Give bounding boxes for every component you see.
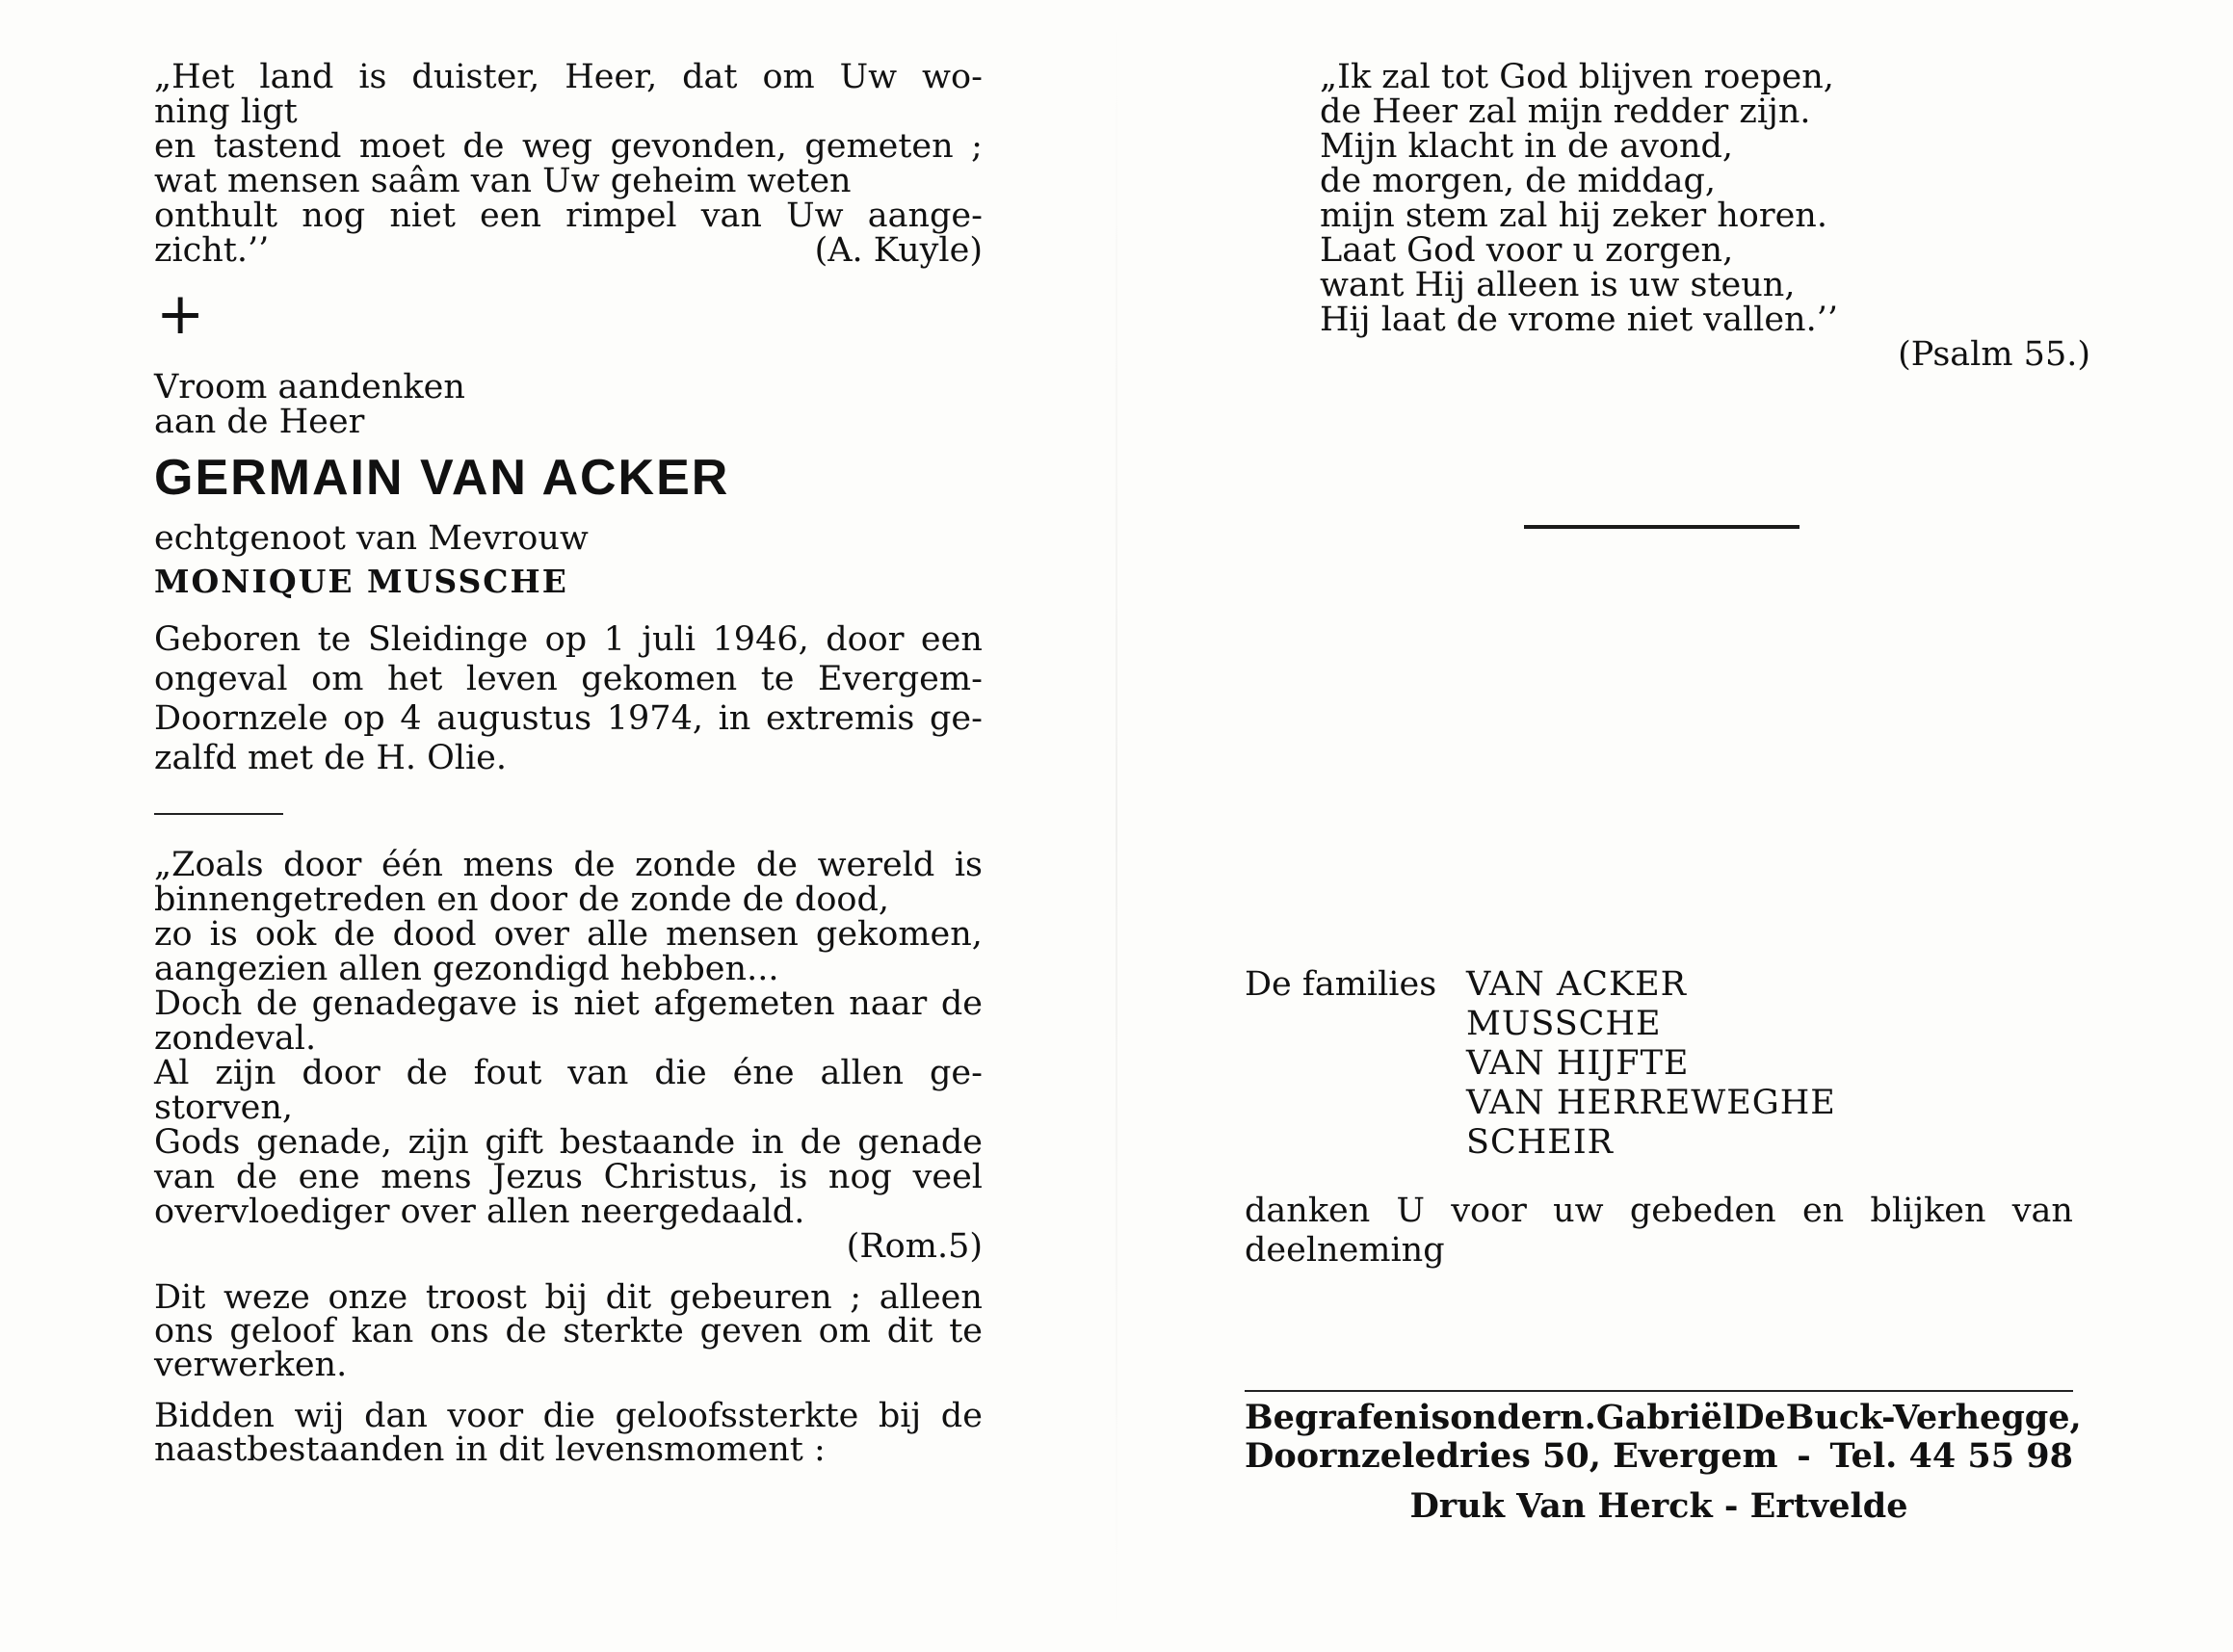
quote2-line: zondeval. [154, 1019, 317, 1058]
word: van [154, 1158, 216, 1196]
word: genade [857, 1123, 983, 1162]
comfort-line [154, 1312, 983, 1350]
word: te [317, 620, 352, 659]
word: blijken [1870, 1192, 1986, 1230]
thanks-paragraph [1245, 1192, 2073, 1271]
biography [154, 620, 983, 778]
word: op [343, 699, 385, 738]
word: juli [642, 620, 696, 659]
thanks-line: deelneming [1245, 1231, 1445, 1270]
word: zijn [215, 1054, 276, 1092]
word: wij [294, 1397, 345, 1435]
word: Uw [839, 58, 898, 96]
word: is [358, 58, 387, 96]
word: de [333, 915, 376, 954]
word: bij [878, 1397, 922, 1435]
families-label: De families [1245, 965, 1437, 1004]
word: gevonden, [610, 127, 787, 166]
word: genade, [256, 1123, 392, 1162]
word: 4 [400, 699, 422, 738]
bio-line [154, 620, 983, 660]
family-name: MUSSCHE [1466, 1005, 1662, 1043]
word: om [762, 58, 815, 96]
word: van [567, 1054, 629, 1092]
word: troost [425, 1278, 527, 1317]
left-panel [154, 60, 983, 1467]
word: aange- [867, 197, 983, 235]
word: om [818, 1312, 871, 1350]
comfort-line: verwerken. [154, 1346, 348, 1384]
word: door [283, 846, 362, 884]
word: veel [912, 1158, 983, 1196]
word: zijn [407, 1123, 469, 1162]
quote1-author: (A. Kuyle) [814, 231, 983, 270]
word: is [779, 1158, 808, 1196]
word: duister, [411, 58, 540, 96]
word: Gabriël [1595, 1398, 1736, 1437]
psalm-line: Laat God voor u zorgen, [1320, 231, 1734, 270]
prayer-line: naastbestaanden in dit levensmoment : [154, 1430, 826, 1469]
word: Dit [154, 1278, 206, 1317]
word: fout [473, 1054, 542, 1092]
family-name: VAN ACKER [1466, 965, 1688, 1004]
family-name: VAN HIJFTE [1466, 1044, 1690, 1083]
word: Al [154, 1054, 190, 1092]
psalm-line: Hij laat de vrome niet vallen.’’ [1320, 301, 1838, 339]
word: ge- [929, 1054, 983, 1092]
bio-line [154, 699, 983, 739]
psalm-line: want Hij alleen is uw steun, [1320, 266, 1796, 304]
word: Heer, [565, 58, 658, 96]
word: de [940, 984, 983, 1023]
word: ook [254, 915, 317, 954]
quote1-line: wat mensen saâm van Uw geheim weten [154, 162, 852, 200]
word: te [949, 1312, 983, 1350]
word: een [920, 620, 983, 659]
romans-quote [154, 848, 983, 1264]
word: Gods [154, 1123, 241, 1162]
word: de [573, 846, 616, 884]
quote2-line [154, 848, 983, 882]
spouse-label: echtgenoot van Mevrouw [154, 519, 589, 558]
word: Christus, [603, 1158, 759, 1196]
kuyle-quote [154, 60, 983, 268]
word: zonde [635, 846, 737, 884]
word: is [531, 984, 560, 1023]
word: afgemeten [653, 984, 835, 1023]
word: allen [820, 1054, 905, 1092]
word: in [750, 1123, 784, 1162]
word: weze [223, 1278, 310, 1317]
word: gekomen [581, 660, 738, 698]
word: onze [328, 1278, 408, 1317]
word: de [235, 1158, 277, 1196]
word: door [826, 620, 905, 659]
word: U [1396, 1192, 1425, 1230]
undertaker-info [1245, 1398, 2082, 1526]
quote1-line [154, 129, 983, 164]
spouse-name: MONIQUE MUSSCHE [154, 563, 568, 600]
word: Buck-Verhegge, [1785, 1398, 2082, 1437]
psalm-line: „Ik zal tot God blijven roepen, [1320, 58, 1834, 96]
word: om [311, 660, 364, 698]
word: gebeuren [669, 1278, 832, 1317]
bio-line: zalfd met de H. Olie. [154, 739, 508, 777]
word: uw [1553, 1192, 1604, 1230]
prayer-paragraph [154, 1397, 983, 1469]
word: is [209, 915, 238, 954]
printer-credit: Druk Van Herck - Ertvelde [1409, 1486, 1908, 1526]
intro [154, 370, 983, 439]
word: Doornzele [154, 699, 328, 738]
psalm-quote [1243, 60, 1994, 337]
word: bestaande [559, 1123, 736, 1162]
divider [1524, 525, 1800, 529]
word: die [542, 1397, 595, 1435]
undertaker-phone: Tel. 44 55 98 [1829, 1436, 2073, 1476]
word: Begrafenisondern. [1245, 1398, 1596, 1437]
word: de [800, 1123, 842, 1162]
word: over [493, 915, 569, 954]
word: van [700, 197, 762, 235]
word: „Zoals [154, 846, 264, 884]
psalm-line: mijn stem zal hij zeker horen. [1320, 197, 1827, 235]
word: Evergem- [818, 660, 983, 698]
word: bij [544, 1278, 588, 1317]
word: genadegave [311, 984, 517, 1023]
word: danken [1245, 1192, 1371, 1230]
word: in [718, 699, 751, 738]
undertaker-dash: - [1797, 1436, 1811, 1476]
quote2-line [154, 1160, 983, 1194]
word: mens [381, 1158, 472, 1196]
word: dood [392, 915, 477, 954]
quote2-line: binnengetreden en door de zonde de dood, [154, 880, 889, 919]
quote2-line [154, 1125, 983, 1160]
word: het [386, 660, 443, 698]
quote1-last-line [154, 233, 983, 268]
word: ons [430, 1312, 489, 1350]
word: augustus [436, 699, 592, 738]
word: Geboren [154, 620, 302, 659]
word: rimpel [565, 197, 677, 235]
quote1-line [154, 60, 983, 94]
word: voor [1451, 1192, 1527, 1230]
word: geven [699, 1312, 802, 1350]
word: dat [682, 58, 738, 96]
bio-line [154, 660, 983, 699]
family-name: SCHEIR [1466, 1123, 1615, 1162]
family-name: VAN HERREWEGHE [1466, 1084, 1836, 1122]
families-block [1245, 965, 2073, 1163]
word: mens [462, 846, 554, 884]
word: ; [971, 127, 983, 166]
quote2-line: storven, [154, 1088, 293, 1127]
word: zo [154, 915, 193, 954]
word: ene [298, 1158, 360, 1196]
intro-line: Vroom aandenken [154, 368, 465, 406]
word: alle [587, 915, 649, 954]
undertaker-address-line [1245, 1437, 2073, 1476]
word: Uw [786, 197, 844, 235]
word: dit [605, 1278, 652, 1317]
word: geloof [229, 1312, 335, 1350]
quote2-line [154, 1056, 983, 1090]
word: nog [828, 1158, 892, 1196]
word: dan [364, 1397, 428, 1435]
psalm-line: Mijn klacht in de avond, [1320, 127, 1734, 166]
word: moet [358, 127, 445, 166]
comfort-line [154, 1278, 983, 1317]
word: gemeten [804, 127, 954, 166]
word: extremis [766, 699, 915, 738]
word: te [760, 660, 795, 698]
word: kan [351, 1312, 414, 1350]
quote1-end: zicht.’’ [154, 231, 270, 270]
word: de [462, 127, 505, 166]
prayer-line [154, 1397, 983, 1435]
word: 1974, [606, 699, 703, 738]
psalm-ref: (Psalm 55.) [1898, 335, 2090, 374]
word: die [654, 1054, 707, 1092]
word: Doch [154, 984, 243, 1023]
word: een [480, 197, 542, 235]
word: ons [154, 1312, 214, 1350]
word: tastend [213, 127, 342, 166]
word: leven [465, 660, 558, 698]
psalm-line: de Heer zal mijn redder zijn. [1320, 92, 1811, 131]
word: voor [447, 1397, 524, 1435]
quote1-line: ning ligt [154, 92, 298, 131]
word: Sleidinge [367, 620, 529, 659]
divider [1245, 1390, 2073, 1392]
word: ge- [929, 699, 983, 738]
quote2-line [154, 986, 983, 1021]
word: Bidden [154, 1397, 275, 1435]
word: De [1735, 1398, 1786, 1437]
word: één [381, 846, 443, 884]
word: alleen [879, 1278, 983, 1317]
word: wo- [922, 58, 983, 96]
families-list [1466, 965, 1836, 1163]
thanks-line [1245, 1192, 2073, 1231]
undertaker-address: Doornzeledries 50, Evergem [1245, 1436, 1778, 1476]
word: niet [389, 197, 456, 235]
word: op [544, 620, 588, 659]
quote1-line [154, 198, 983, 233]
word: mensen [666, 915, 799, 954]
word: van [2011, 1192, 2073, 1230]
word: dit [886, 1312, 933, 1350]
word: de [755, 846, 798, 884]
quote2-line: aangezien allen gezondigd hebben... [154, 950, 779, 988]
word: wereld [817, 846, 935, 884]
word: door [302, 1054, 381, 1092]
word: en [154, 127, 197, 166]
word: is [954, 846, 983, 884]
word: niet [573, 984, 640, 1023]
word: weg [522, 127, 593, 166]
word: gift [485, 1123, 543, 1162]
word: onthult [154, 197, 278, 235]
deceased-name: GERMAIN VAN ACKER [154, 450, 730, 506]
word: „Het [154, 58, 235, 96]
word: en [1801, 1192, 1845, 1230]
cross-symbol: + [156, 280, 205, 348]
quote2-line: overvloediger over allen neergedaald. [154, 1193, 805, 1231]
word: de [505, 1312, 547, 1350]
word: land [259, 58, 334, 96]
word: geloofssterkte [615, 1397, 859, 1435]
word: de [406, 1054, 448, 1092]
quote2-ref: (Rom.5) [846, 1227, 983, 1266]
comfort-paragraph [154, 1278, 983, 1384]
word: ; [850, 1278, 862, 1317]
word: gebeden [1629, 1192, 1776, 1230]
word: gekomen, [815, 915, 983, 954]
word: de [940, 1397, 983, 1435]
word: Jezus [492, 1158, 583, 1196]
word: nog [302, 197, 366, 235]
families-section [1245, 965, 2073, 1271]
undertaker-line [1245, 1398, 2082, 1437]
intro-line: aan de Heer [154, 403, 365, 441]
word: naar [849, 984, 928, 1023]
psalm-line: de morgen, de middag, [1320, 162, 1716, 200]
word: 1946, [712, 620, 809, 659]
divider [154, 813, 283, 815]
word: sterkte [563, 1312, 684, 1350]
word: ongeval [154, 660, 288, 698]
word: éne [732, 1054, 795, 1092]
right-panel [1243, 58, 2090, 374]
word: de [255, 984, 298, 1023]
card-fold [1116, 0, 1117, 1652]
quote2-line [154, 917, 983, 952]
word: 1 [603, 620, 625, 659]
